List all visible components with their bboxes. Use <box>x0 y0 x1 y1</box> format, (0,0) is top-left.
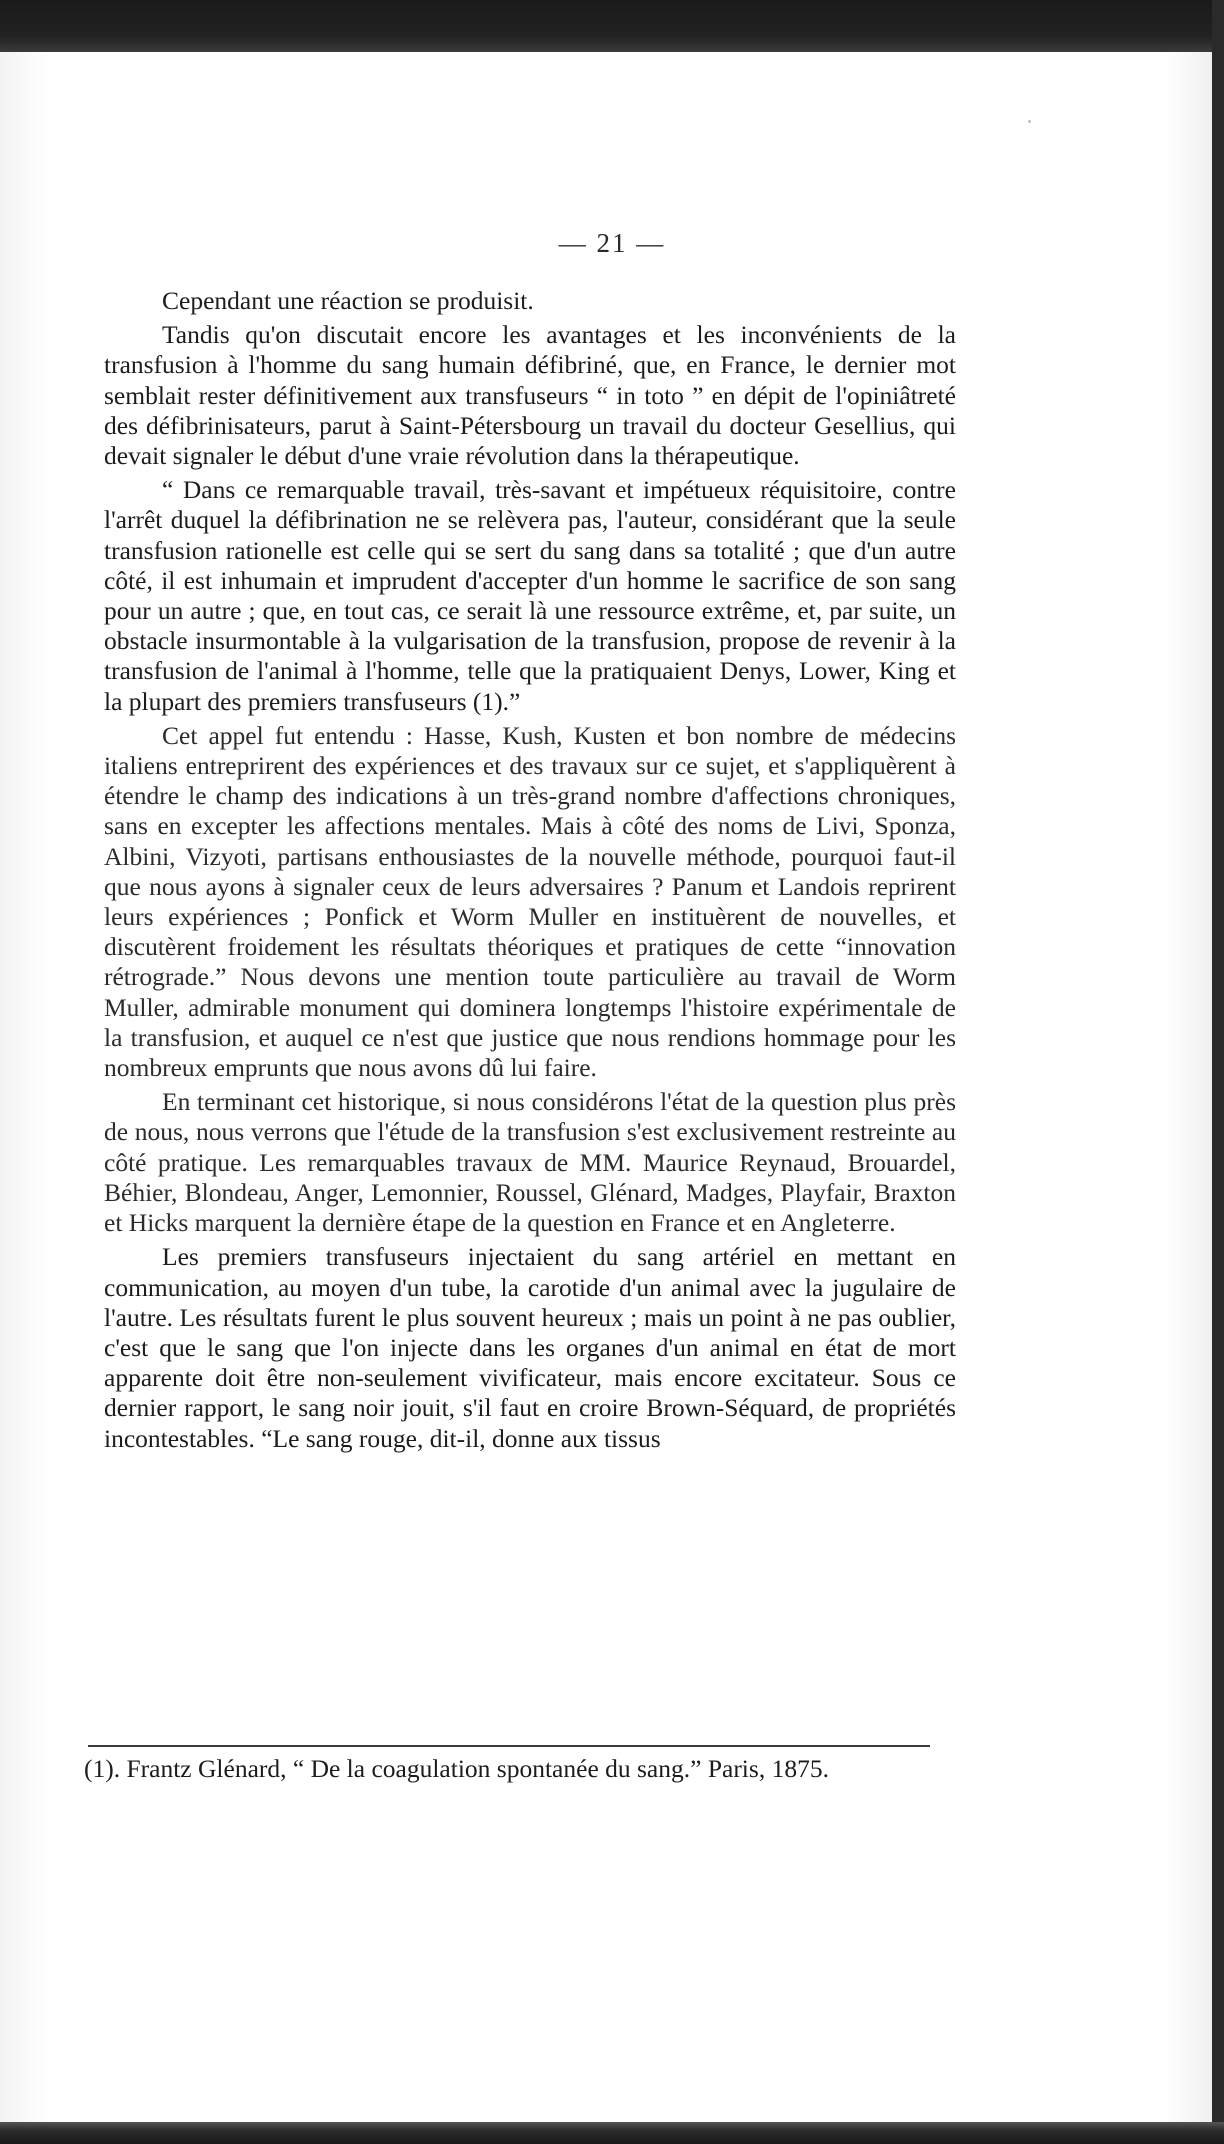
scan-border-bottom <box>0 2122 1224 2144</box>
page-number: — 21 — <box>558 228 666 258</box>
paragraph: En terminant cet historique, si nous considérons l'état de la question plus près de nous, nous verrons que l'étude de la transfusion s'est exclusivement restreinte au côté pratique. Les remarquables travaux de MM. Maurice Reynaud, Brouardel, Béhier, Blondeau, Anger, Lemonnier, Roussel, Glénard, Madges, Playfair, Braxton et Hicks marquent la dernière étape de la question en France et en Angleterre. <box>104 1087 956 1238</box>
scan-border-top <box>0 0 1224 52</box>
paragraph: Cet appel fut entendu : Hasse, Kush, Kusten et bon nombre de médecins italiens entreprirent des expériences et des travaux sur ce sujet, et s'appliquèrent à étendre le champ des indications à un très-grand nombre d'affections chroniques, sans en excepter les affections mentales. Mais à côté des noms de Livi, Sponza, Albini, Vizyoti, partisans enthousiastes de la nouvelle méthode, pourquoi faut-il que nous ayons à signaler ceux de leurs adversaires ? Panum et Landois reprirent leurs expériences ; Ponfick et Worm Muller en instituèrent de nouvelles, et discutèrent froidement les résultats théoriques et pratiques de cette “innovation rétrograde.” Nous devons une mention toute particulière au travail de Worm Muller, admirable monument qui dominera longtemps l'histoire expérimentale de la transfusion, et auquel ce n'est que justice que nous rendions hommage pour les nombreux emprunts que nous avons dû lui faire. <box>104 720 956 1083</box>
paper-speck <box>1028 120 1031 123</box>
paragraph: Tandis qu'on discutait encore les avantages et les inconvénients de la transfusion à l'homme du sang humain défibriné, que, en France, le dernier mot semblait rester définitivement aux transfuseurs “ in toto ” en dépit de l'opiniâtreté des défibrinisateurs, parut à Saint-Pétersbourg un travail du docteur Gesellius, qui devait signaler le début d'une vraie révolution dans la thérapeutique. <box>104 320 956 471</box>
paragraph: “ Dans ce remarquable travail, très-savant et impétueux réquisitoire, contre l'arrêt duquel la défibrination ne se relèvera pas, l'auteur, considérant que la seule transfusion rationelle est celle qui se sert du sang dans sa totalité ; que d'un autre côté, il est inhumain et imprudent d'accepter d'un homme le sacrifice de son sang pour un autre ; que, en tout cas, ce serait là une ressource extrême, et, par suite, un obstacle insurmontable à la vulgarisation de la transfusion, propose de revenir à la transfusion de l'animal à l'homme, telle que la pratiquaient Denys, Lower, King et la plupart des premiers transfuseurs (1).” <box>104 475 956 716</box>
paragraph: Les premiers transfuseurs injectaient du sang artériel en mettant en communication, au moyen d'un tube, la carotide d'un animal avec la jugulaire de l'autre. Les résultats furent le plus souvent heureux ; mais un point à ne pas oublier, c'est que le sang que l'on injecte dans les organes d'un animal en état de mort apparente doit être non-seulement vivificateur, mais encore excitateur. Sous ce dernier rapport, le sang noir jouit, s'il faut en croire Brown-Séquard, de propriétés incontestables. “Le sang rouge, dit-il, donne aux tissus <box>104 1242 956 1453</box>
body-text <box>104 286 956 1454</box>
footnote: (1). Frantz Glénard, “ De la coagulation spontanée du sang.” Paris, 1875. <box>84 1754 829 1783</box>
scan-border-right <box>1212 0 1224 2144</box>
footnote-divider <box>88 1745 930 1747</box>
paragraph: Cependant une réaction se produisit. <box>162 286 534 315</box>
